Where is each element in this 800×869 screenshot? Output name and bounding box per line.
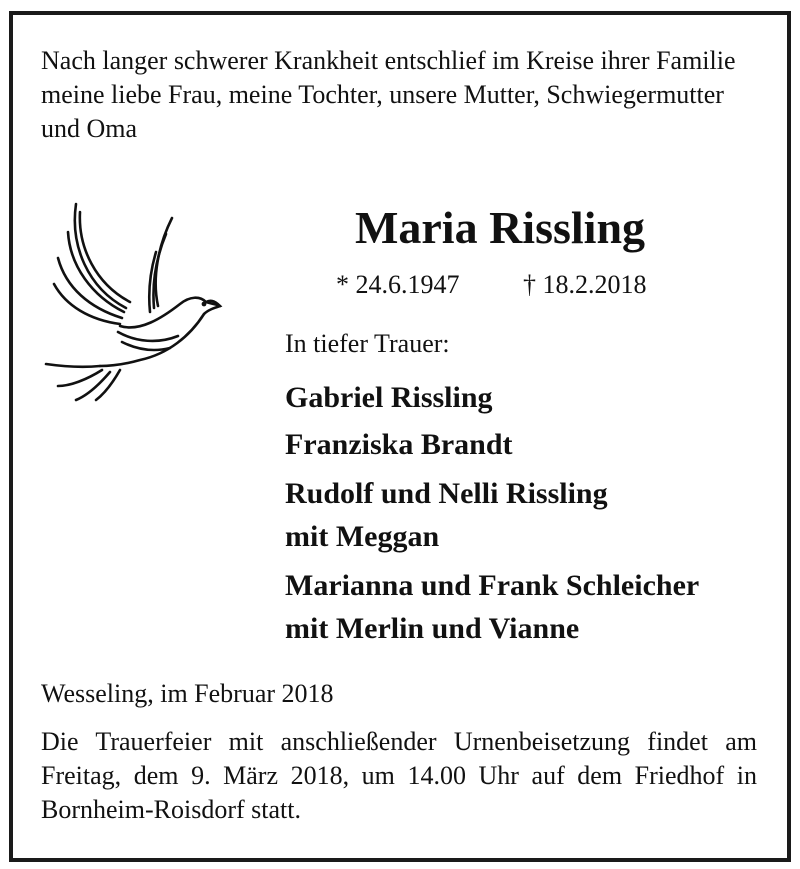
- intro-text: Nach langer schwerer Krankheit entschlief im Kreise ihrer Familie meine liebe Frau, meine Tochter, unsere Mutter, Schwiegermutter und Oma: [41, 46, 736, 143]
- mourner-name: Franziska Brandt: [285, 428, 513, 461]
- service-text: Die Trauerfeier mit anschließender Urnenbeisetzung findet am Freitag, dem 9. März 2018, um 14.00 Uhr auf dem Friedhof in Bornheim-Roisdorf statt.: [41, 727, 757, 824]
- mourner-name: mit Merlin und Vianne: [285, 612, 580, 645]
- mourner-name: mit Meggan: [285, 520, 440, 553]
- place-date: Wesseling, im Februar 2018: [41, 679, 334, 708]
- mourner-name: Gabriel Rissling: [285, 381, 493, 414]
- birth-date: * 24.6.1947: [336, 270, 460, 299]
- death-date: † 18.2.2018: [523, 270, 647, 299]
- deceased-name: Maria Rissling: [354, 202, 646, 253]
- mourner-name: Rudolf und Nelli Rissling: [285, 477, 608, 510]
- mourner-name: Marianna und Frank Schleicher: [285, 569, 700, 602]
- dove-icon: [40, 196, 230, 406]
- mourning-label: In tiefer Trauer:: [285, 329, 450, 358]
